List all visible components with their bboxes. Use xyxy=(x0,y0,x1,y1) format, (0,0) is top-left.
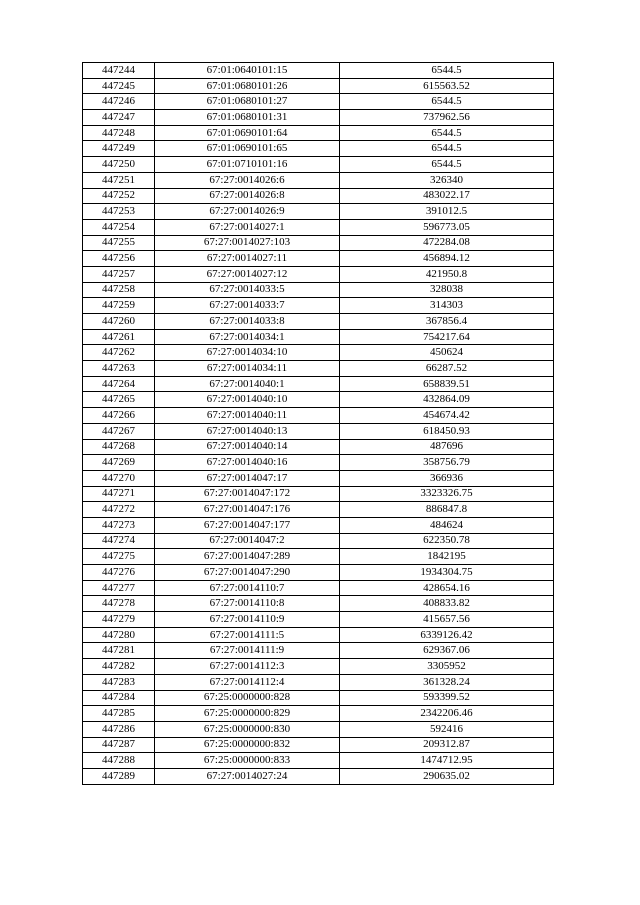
cadastral-value-cell: 366936 xyxy=(340,470,554,486)
table-row xyxy=(83,63,554,79)
record-number-cell: 447257 xyxy=(83,266,155,282)
cadastral-value-cell: 450624 xyxy=(340,345,554,361)
table-row xyxy=(83,643,554,659)
record-number-cell: 447279 xyxy=(83,612,155,628)
cadastral-number-cell: 67:27:0014040:13 xyxy=(155,423,340,439)
cadastral-number-cell: 67:01:0680101:27 xyxy=(155,94,340,110)
cadastral-number-cell: 67:27:0014027:12 xyxy=(155,266,340,282)
table-row xyxy=(83,141,554,157)
cadastral-number-cell: 67:27:0014047:177 xyxy=(155,517,340,533)
cadastral-number-cell: 67:27:0014111:9 xyxy=(155,643,340,659)
cadastral-number-cell: 67:27:0014033:8 xyxy=(155,314,340,330)
record-number-cell: 447264 xyxy=(83,376,155,392)
table-row xyxy=(83,486,554,502)
record-number-cell: 447244 xyxy=(83,63,155,79)
cadastral-number-cell: 67:27:0014027:11 xyxy=(155,251,340,267)
record-number-cell: 447289 xyxy=(83,768,155,784)
cadastral-value-cell: 391012.5 xyxy=(340,204,554,220)
table-row xyxy=(83,502,554,518)
table-row xyxy=(83,392,554,408)
cadastral-number-cell: 67:27:0014040:1 xyxy=(155,376,340,392)
cadastral-value-cell: 1934304.75 xyxy=(340,565,554,581)
record-number-cell: 447273 xyxy=(83,517,155,533)
record-number-cell: 447280 xyxy=(83,627,155,643)
cadastral-number-cell: 67:27:0014047:289 xyxy=(155,549,340,565)
cadastral-value-cell: 658839.51 xyxy=(340,376,554,392)
cadastral-value-cell: 593399.52 xyxy=(340,690,554,706)
cadastral-value-cell: 421950.8 xyxy=(340,266,554,282)
cadastral-number-cell: 67:27:0014110:9 xyxy=(155,612,340,628)
cadastral-number-cell: 67:27:0014047:172 xyxy=(155,486,340,502)
record-number-cell: 447254 xyxy=(83,219,155,235)
cadastral-value-cell: 454674.42 xyxy=(340,408,554,424)
table-row xyxy=(83,753,554,769)
cadastral-value-cell: 886847.8 xyxy=(340,502,554,518)
cadastral-value-cell: 209312.87 xyxy=(340,737,554,753)
table-body xyxy=(83,63,554,785)
cadastral-number-cell: 67:27:0014040:11 xyxy=(155,408,340,424)
cadastral-number-cell: 67:01:0680101:31 xyxy=(155,110,340,126)
record-number-cell: 447283 xyxy=(83,674,155,690)
record-number-cell: 447287 xyxy=(83,737,155,753)
cadastral-number-cell: 67:25:0000000:833 xyxy=(155,753,340,769)
table-row xyxy=(83,235,554,251)
cadastral-value-cell: 358756.79 xyxy=(340,455,554,471)
table-row xyxy=(83,376,554,392)
table-row xyxy=(83,266,554,282)
record-number-cell: 447271 xyxy=(83,486,155,502)
record-number-cell: 447282 xyxy=(83,659,155,675)
record-number-cell: 447248 xyxy=(83,125,155,141)
table-row xyxy=(83,565,554,581)
table-row xyxy=(83,439,554,455)
cadastral-value-cell: 6544.5 xyxy=(340,141,554,157)
cadastral-number-cell: 67:01:0680101:26 xyxy=(155,78,340,94)
record-number-cell: 447256 xyxy=(83,251,155,267)
cadastral-value-cell: 6544.5 xyxy=(340,94,554,110)
cadastral-number-cell: 67:25:0000000:829 xyxy=(155,706,340,722)
cadastral-value-cell: 629367.06 xyxy=(340,643,554,659)
table-row xyxy=(83,251,554,267)
table-row xyxy=(83,345,554,361)
record-number-cell: 447258 xyxy=(83,282,155,298)
table-row xyxy=(83,423,554,439)
table-row xyxy=(83,282,554,298)
cadastral-value-cell: 3323326.75 xyxy=(340,486,554,502)
record-number-cell: 447274 xyxy=(83,533,155,549)
record-number-cell: 447266 xyxy=(83,408,155,424)
record-number-cell: 447261 xyxy=(83,329,155,345)
cadastral-number-cell: 67:27:0014110:7 xyxy=(155,580,340,596)
table-row xyxy=(83,219,554,235)
table-row xyxy=(83,706,554,722)
cadastral-value-cell: 484624 xyxy=(340,517,554,533)
record-number-cell: 447276 xyxy=(83,565,155,581)
table-row xyxy=(83,78,554,94)
cadastral-number-cell: 67:27:0014027:24 xyxy=(155,768,340,784)
table-row xyxy=(83,580,554,596)
cadastral-number-cell: 67:27:0014110:8 xyxy=(155,596,340,612)
record-number-cell: 447277 xyxy=(83,580,155,596)
cadastral-value-cell: 483022.17 xyxy=(340,188,554,204)
record-number-cell: 447263 xyxy=(83,361,155,377)
table-row xyxy=(83,517,554,533)
cadastral-value-cell: 326340 xyxy=(340,172,554,188)
cadastral-value-cell: 618450.93 xyxy=(340,423,554,439)
record-number-cell: 447268 xyxy=(83,439,155,455)
cadastral-number-cell: 67:01:0690101:65 xyxy=(155,141,340,157)
cadastral-value-cell: 432864.09 xyxy=(340,392,554,408)
cadastral-number-cell: 67:27:0014034:10 xyxy=(155,345,340,361)
cadastral-value-cell: 66287.52 xyxy=(340,361,554,377)
record-number-cell: 447250 xyxy=(83,157,155,173)
cadastral-value-cell: 622350.78 xyxy=(340,533,554,549)
table-row xyxy=(83,690,554,706)
record-number-cell: 447265 xyxy=(83,392,155,408)
record-number-cell: 447260 xyxy=(83,314,155,330)
cadastral-value-cell: 615563.52 xyxy=(340,78,554,94)
record-number-cell: 447246 xyxy=(83,94,155,110)
table-row xyxy=(83,674,554,690)
table-row xyxy=(83,361,554,377)
record-number-cell: 447288 xyxy=(83,753,155,769)
record-number-cell: 447253 xyxy=(83,204,155,220)
table-row xyxy=(83,612,554,628)
table-row xyxy=(83,470,554,486)
cadastral-number-cell: 67:27:0014034:11 xyxy=(155,361,340,377)
record-number-cell: 447269 xyxy=(83,455,155,471)
cadastral-number-cell: 67:27:0014026:8 xyxy=(155,188,340,204)
cadastral-number-cell: 67:27:0014047:17 xyxy=(155,470,340,486)
cadastral-value-cell: 6544.5 xyxy=(340,125,554,141)
cadastral-number-cell: 67:27:0014047:2 xyxy=(155,533,340,549)
table-row xyxy=(83,172,554,188)
cadastral-number-cell: 67:27:0014047:176 xyxy=(155,502,340,518)
table-row xyxy=(83,768,554,784)
cadastral-number-cell: 67:27:0014047:290 xyxy=(155,565,340,581)
cadastral-value-cell: 456894.12 xyxy=(340,251,554,267)
record-number-cell: 447259 xyxy=(83,298,155,314)
cadastral-value-cell: 1474712.95 xyxy=(340,753,554,769)
cadastral-value-cell: 328038 xyxy=(340,282,554,298)
cadastral-number-cell: 67:27:0014034:1 xyxy=(155,329,340,345)
record-number-cell: 447267 xyxy=(83,423,155,439)
cadastral-value-cell: 408833.82 xyxy=(340,596,554,612)
table-row xyxy=(83,596,554,612)
cadastral-number-cell: 67:27:0014026:6 xyxy=(155,172,340,188)
cadastral-value-cell: 737962.56 xyxy=(340,110,554,126)
cadastral-value-cell: 6544.5 xyxy=(340,157,554,173)
cadastral-value-cell: 3305952 xyxy=(340,659,554,675)
table-row xyxy=(83,408,554,424)
cadastral-number-cell: 67:27:0014040:14 xyxy=(155,439,340,455)
cadastral-number-cell: 67:27:0014111:5 xyxy=(155,627,340,643)
cadastral-number-cell: 67:27:0014112:4 xyxy=(155,674,340,690)
cadastral-value-cell: 361328.24 xyxy=(340,674,554,690)
record-number-cell: 447245 xyxy=(83,78,155,94)
table-row xyxy=(83,204,554,220)
table-row xyxy=(83,188,554,204)
record-number-cell: 447281 xyxy=(83,643,155,659)
record-number-cell: 447275 xyxy=(83,549,155,565)
cadastral-value-cell: 1842195 xyxy=(340,549,554,565)
table-row xyxy=(83,737,554,753)
table-row xyxy=(83,627,554,643)
cadastral-value-cell: 290635.02 xyxy=(340,768,554,784)
cadastral-number-cell: 67:27:0014027:103 xyxy=(155,235,340,251)
table-row xyxy=(83,721,554,737)
table-row xyxy=(83,157,554,173)
cadastral-value-cell: 592416 xyxy=(340,721,554,737)
table-row xyxy=(83,455,554,471)
cadastral-number-cell: 67:01:0690101:64 xyxy=(155,125,340,141)
cadastral-number-cell: 67:27:0014112:3 xyxy=(155,659,340,675)
record-number-cell: 447278 xyxy=(83,596,155,612)
cadastral-number-cell: 67:01:0640101:15 xyxy=(155,63,340,79)
table-row xyxy=(83,110,554,126)
cadastral-number-cell: 67:27:0014033:5 xyxy=(155,282,340,298)
record-number-cell: 447247 xyxy=(83,110,155,126)
table-row xyxy=(83,329,554,345)
cadastral-value-cell: 6544.5 xyxy=(340,63,554,79)
cadastral-value-cell: 2342206.46 xyxy=(340,706,554,722)
cadastral-value-cell: 415657.56 xyxy=(340,612,554,628)
cadastral-number-cell: 67:01:0710101:16 xyxy=(155,157,340,173)
cadastral-number-cell: 67:27:0014027:1 xyxy=(155,219,340,235)
cadastral-number-cell: 67:25:0000000:828 xyxy=(155,690,340,706)
cadastral-value-cell: 754217.64 xyxy=(340,329,554,345)
cadastral-number-cell: 67:25:0000000:830 xyxy=(155,721,340,737)
table-row xyxy=(83,125,554,141)
table-row xyxy=(83,549,554,565)
record-number-cell: 447286 xyxy=(83,721,155,737)
record-number-cell: 447251 xyxy=(83,172,155,188)
table-row xyxy=(83,533,554,549)
cadastral-value-cell: 314303 xyxy=(340,298,554,314)
cadastral-value-table xyxy=(82,62,554,785)
cadastral-value-cell: 487696 xyxy=(340,439,554,455)
cadastral-number-cell: 67:27:0014040:16 xyxy=(155,455,340,471)
record-number-cell: 447270 xyxy=(83,470,155,486)
cadastral-number-cell: 67:27:0014033:7 xyxy=(155,298,340,314)
record-number-cell: 447285 xyxy=(83,706,155,722)
record-number-cell: 447284 xyxy=(83,690,155,706)
cadastral-value-cell: 367856.4 xyxy=(340,314,554,330)
cadastral-value-cell: 6339126.42 xyxy=(340,627,554,643)
record-number-cell: 447255 xyxy=(83,235,155,251)
cadastral-number-cell: 67:25:0000000:832 xyxy=(155,737,340,753)
cadastral-value-cell: 596773.05 xyxy=(340,219,554,235)
cadastral-value-cell: 472284.08 xyxy=(340,235,554,251)
cadastral-number-cell: 67:27:0014040:10 xyxy=(155,392,340,408)
record-number-cell: 447272 xyxy=(83,502,155,518)
table-row xyxy=(83,94,554,110)
record-number-cell: 447249 xyxy=(83,141,155,157)
record-number-cell: 447252 xyxy=(83,188,155,204)
table-row xyxy=(83,298,554,314)
cadastral-value-cell: 428654.16 xyxy=(340,580,554,596)
table-row xyxy=(83,314,554,330)
record-number-cell: 447262 xyxy=(83,345,155,361)
table-row xyxy=(83,659,554,675)
cadastral-number-cell: 67:27:0014026:9 xyxy=(155,204,340,220)
